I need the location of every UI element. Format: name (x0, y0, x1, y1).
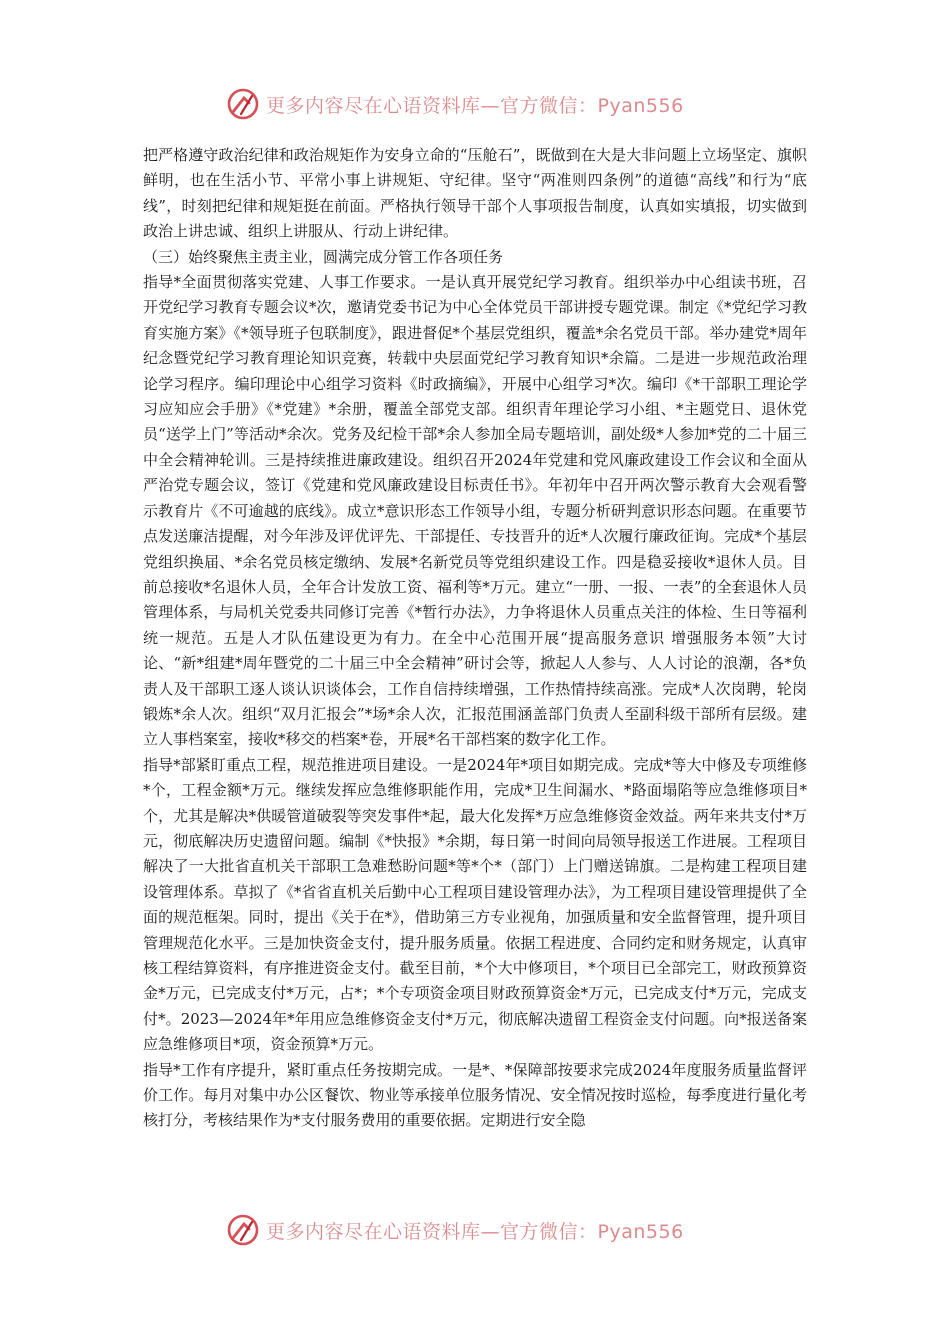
banner-text: 更多内容尽在心语资料库—官方微信：Pyan556 (266, 94, 684, 117)
paragraph-party-building: 指导*全面贯彻落实党建、人事工作要求。一是认真开展党纪学习教育。组织举办中心组读书班，召开党纪学习教育专题会议*次，邀请党委书记为中心全体党员干部讲授专题党课。制定《*党纪学习教育实施方案》《*领导班子包联制度》，跟进督促*个基层党组织，覆盖*余名党员干部。举办建党*周年纪念暨党纪学习教育理论知识竞赛，转载中央层面党纪学习教育知识*余篇。二是进一步规范政治理论学习程序。编印理论中心组学习资料《时政摘编》，开展中心组学习*次。编印《*干部职工理论学习应知应会手册》《*党建》*余册，覆盖全部党支部。组织青年理论学习小组、*主题党日、退休党员“送学上门”等活动*余次。党务及纪检干部*余人参加全局专题培训，副处级*人参加*党的二十届三中全会精神轮训。三是持续推进廉政建设。组织召开2024年党建和党风廉政建设工作会议和全面从严治党专题会议，签订《党建和党风廉政建设目标责任书》。年初年中召开两次警示教育大会观看警示教育片《不可逾越的底线》。成立*意识形态工作领导小组，专题分析研判意识形态问题。在重要节点发送廉洁提醒，对今年涉及评优评先、干部提任、专技晋升的近*人次履行廉政征询。完成*个基层党组织换届、*余名党员核定缴纳、发展*名新党员等党组织建设工作。四是稳妥接收*退休人员。目前总接收*名退休人员，全年合计发放工资、福利等*万元。建立“一册、一报、一表”的全套退休人员管理体系，与局机关党委共同修订完善《*暂行办法》，力争将退休人员重点关注的体检、生日等福利统一规范。五是人才队伍建设更为有力。在全中心范围开展“提高服务意识 增强服务本领”大讨论、“新*组建*周年暨党的二十届三中全会精神”研讨会等，掀起人人参与、人人讨论的浪潮，各*负责人及干部职工逐人谈认识谈体会，工作自信持续增强，工作热情持续高涨。完成*人次岗聘，轮岗锻炼*余人次。组织“双月汇报会”*场*余人次，汇报范围涵盖部门负责人至副科级干部所有层级。建立人事档案室，接收*移交的档案*卷，开展*名干部档案的数字化工作。 (143, 273, 807, 749)
banner-text: 更多内容尽在心语资料库—官方微信：Pyan556 (266, 1220, 684, 1243)
footer-watermark-banner (226, 1210, 746, 1250)
logo-icon (226, 1213, 260, 1247)
logo-icon (226, 87, 260, 121)
paragraph-service-quality: 指导*工作有序提升，紧盯重点任务按期完成。一是*、*保障部按要求完成2024年度服务质量监督评价工作。每月对集中办公区餐饮、物业等承接单位服务情况、安全情况按时巡检，每季度进行量化考核打分，考核结果作为*支付服务费用的重要依据。定期进行安全隐 (143, 1060, 807, 1130)
document-body (143, 143, 807, 1134)
section-heading: （三）始终聚焦主责主业，圆满完成分管工作各项任务 (143, 247, 504, 266)
header-watermark-banner (226, 84, 746, 124)
paragraph-project-construction: 指导*部紧盯重点工程，规范推进项目建设。一是2024年*项目如期完成。完成*等大中修及专项维修*个，工程金额*万元。继续发挥应急维修职能作用，完成*卫生间漏水、*路面塌陷等应急维修项目*个，尤其是解决*供暖管道破裂等突发事件*起，最大化发挥*万应急维修资金效益。两年来共支付*万元，彻底解决历史遗留问题。编制《*快报》*余期，每日第一时间向局领导报送工作进展。工程项目解决了一大批省直机关干部职工急难愁盼问题*等*个*（部门）上门赠送锦旗。二是构建工程项目建设管理体系。草拟了《*省省直机关后勤中心工程项目建设管理办法》，为工程项目建设管理提供了全面的规范框架。同时，提出《关于在*》，借助第三方专业视角，加强质量和安全监督管理，提升项目管理规范化水平。三是加快资金支付，提升服务质量。依据工程进度、合同约定和财务规定，认真审核工程结算资料，有序推进资金支付。截至目前，*个大中修项目，*个项目已全部完工，财政预算资金*万元，已完成支付*万元，占*；*个专项资金项目财政预算资金*万元，已完成支付*万元，完成支付*。2023—2024年*年用应急维修资金支付*万元，彻底解决遗留工程资金支付问题。向*报送备案应急维修项目*项，资金预算*万元。 (143, 755, 807, 1054)
paragraph-discipline: 把严格遵守政治纪律和政治规矩作为安身立命的“压舱石”，既做到在大是大非问题上立场坚定、旗帜鲜明，也在生活小节、平常小事上讲规矩、守纪律。坚守“两准则四条例”的道德“高线”和行为“底线”，时刻把纪律和规矩挺在前面。严格执行领导干部个人事项报告制度，认真如实填报，切实做到政治上讲忠诚、组织上讲服从、行动上讲纪律。 (143, 146, 807, 241)
